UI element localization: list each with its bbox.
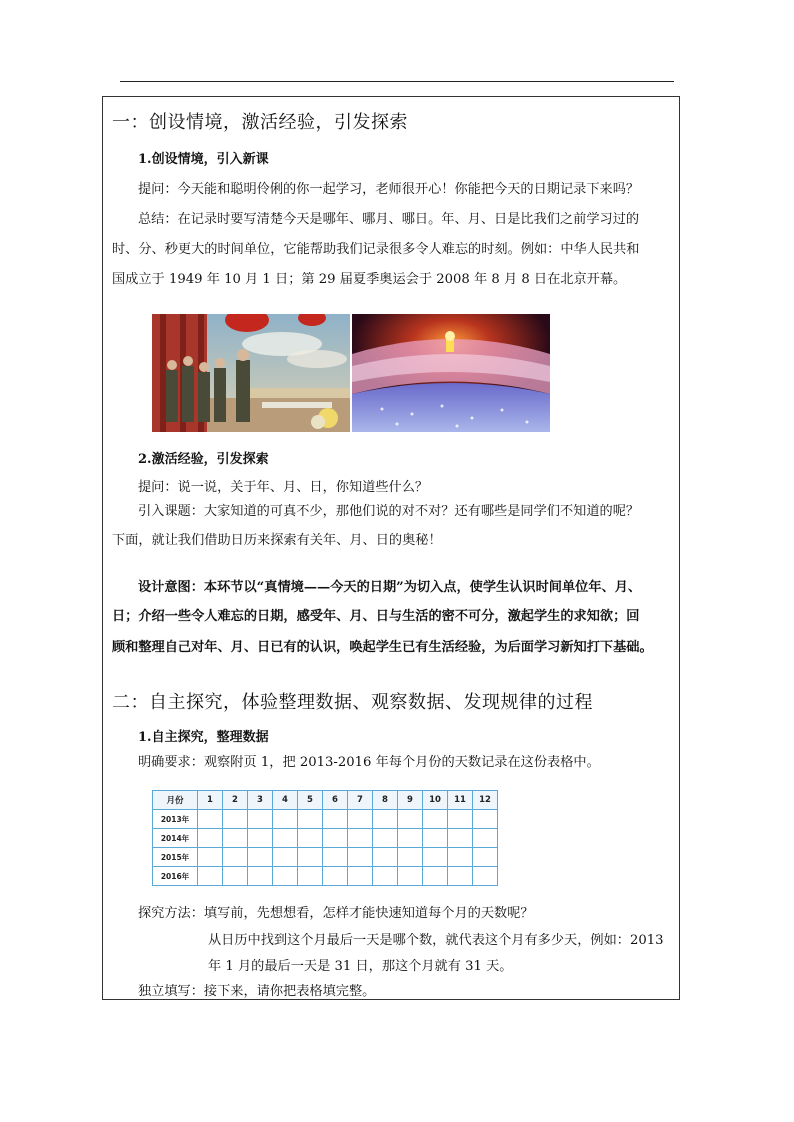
- fill-instruction: 独立填写：接下来，请你把表格填完整。: [138, 984, 376, 999]
- table-row: [153, 829, 498, 848]
- table-cell[interactable]: [348, 848, 373, 867]
- section1-sub2: 2.激活经验，引发探索: [138, 452, 269, 467]
- month-days-table: [152, 790, 498, 886]
- section2-sub1: 1.自主探究，整理数据: [138, 730, 269, 745]
- question-1: 提问：今天能和聪明伶俐的你一起学习，老师很开心！你能把今天的日期记录下来吗？: [138, 182, 640, 197]
- olympic-stadium-photo: [352, 314, 550, 432]
- table-cell[interactable]: [223, 829, 248, 848]
- table-cell[interactable]: [448, 810, 473, 829]
- table-cell[interactable]: [198, 848, 223, 867]
- table-header-cell: 11: [448, 791, 473, 810]
- table-row-year: 2014年: [153, 829, 198, 848]
- table-cell[interactable]: [398, 829, 423, 848]
- table-cell[interactable]: [248, 848, 273, 867]
- table-header-cell: 12: [473, 791, 498, 810]
- table-cell[interactable]: [248, 867, 273, 886]
- summary-line-3: 国成立于 1949 年 10 月 1 日；第 29 届夏季奥运会于 2008 年 8 月 8 日在北京开幕。: [112, 272, 627, 287]
- table-cell[interactable]: [298, 829, 323, 848]
- table-cell[interactable]: [348, 867, 373, 886]
- section2-title: 二：自主探究，体验整理数据、观察数据、发现规律的过程: [112, 692, 593, 713]
- table-cell[interactable]: [423, 810, 448, 829]
- table-cell[interactable]: [323, 867, 348, 886]
- table-header-cell: 6: [323, 791, 348, 810]
- table-cell[interactable]: [248, 829, 273, 848]
- table-cell[interactable]: [273, 829, 298, 848]
- table-cell[interactable]: [473, 867, 498, 886]
- table-cell[interactable]: [223, 848, 248, 867]
- table-row: [153, 810, 498, 829]
- table-cell[interactable]: [473, 810, 498, 829]
- table-cell[interactable]: [373, 867, 398, 886]
- method-line-3: 年 1 月的最后一天是 31 日，那这个月就有 31 天。: [208, 959, 513, 974]
- table-cell[interactable]: [398, 867, 423, 886]
- table-header-cell: 8: [373, 791, 398, 810]
- table-row-year: 2015年: [153, 848, 198, 867]
- table-header-cell: 2: [223, 791, 248, 810]
- table-cell[interactable]: [198, 810, 223, 829]
- intro-line-2: 下面，就让我们借助日历来探索有关年、月、日的奥秘！: [112, 533, 442, 548]
- table-row: [153, 848, 498, 867]
- table-cell[interactable]: [323, 829, 348, 848]
- question-2: 提问：说一说，关于年、月、日，你知道些什么？: [138, 480, 429, 495]
- table-header-cell: 7: [348, 791, 373, 810]
- table-cell[interactable]: [423, 829, 448, 848]
- table-cell[interactable]: [373, 848, 398, 867]
- table-cell[interactable]: [248, 810, 273, 829]
- table-cell[interactable]: [273, 848, 298, 867]
- table-cell[interactable]: [298, 867, 323, 886]
- table-row-year: 2016年: [153, 867, 198, 886]
- table-cell[interactable]: [423, 867, 448, 886]
- table-cell[interactable]: [273, 867, 298, 886]
- table-cell[interactable]: [323, 848, 348, 867]
- table-cell[interactable]: [223, 810, 248, 829]
- table-header-cell: 3: [248, 791, 273, 810]
- table-header-cell: 1: [198, 791, 223, 810]
- table-header-row: [153, 791, 498, 810]
- method-line-2: 从日历中找到这个月最后一天是哪个数，就代表这个月有多少天，例如：2013: [208, 933, 664, 948]
- header-rule: [120, 81, 674, 82]
- summary-line-2: 时、分、秒更大的时间单位，它能帮助我们记录很多令人难忘的时刻。例如：中华人民共和: [112, 242, 640, 257]
- section1-sub1: 1.创设情境，引入新课: [138, 152, 269, 167]
- table-header-cell: 5: [298, 791, 323, 810]
- table-header-cell: 9: [398, 791, 423, 810]
- table-cell[interactable]: [473, 848, 498, 867]
- table-row-year: 2013年: [153, 810, 198, 829]
- table-cell[interactable]: [298, 810, 323, 829]
- table-cell[interactable]: [448, 867, 473, 886]
- method-line-1: 探究方法：填写前，先想想看，怎样才能快速知道每个月的天数呢？: [138, 906, 534, 921]
- table-cell[interactable]: [273, 810, 298, 829]
- table-cell[interactable]: [373, 829, 398, 848]
- intro-line-1: 引入课题：大家知道的可真不少，那他们说的对不对？还有哪些是同学们不知道的呢？: [138, 504, 640, 519]
- table-cell[interactable]: [323, 810, 348, 829]
- table-cell[interactable]: [448, 829, 473, 848]
- design-intent-line-2: 日；介绍一些令人难忘的日期，感受年、月、日与生活的密不可分，激起学生的求知欲；回: [112, 609, 640, 624]
- section1-title: 一：创设情境，激活经验，引发探索: [112, 112, 408, 133]
- summary-line-1: 总结：在记录时要写清楚今天是哪年、哪月、哪日。年、月、日是比我们之前学习过的: [138, 212, 640, 227]
- table-cell[interactable]: [373, 810, 398, 829]
- table-header-month: 月份: [153, 791, 198, 810]
- table-cell[interactable]: [348, 829, 373, 848]
- table-cell[interactable]: [348, 810, 373, 829]
- table-header-cell: 4: [273, 791, 298, 810]
- table-cell[interactable]: [198, 867, 223, 886]
- table-row: [153, 867, 498, 886]
- design-intent-line-3: 顾和整理自己对年、月、日已有的认识，唤起学生已有生活经验，为后面学习新知打下基础。: [112, 640, 653, 655]
- table-cell[interactable]: [223, 867, 248, 886]
- founding-ceremony-photo: [152, 314, 350, 432]
- design-intent-line-1: 设计意图：本环节以“真情境——今天的日期”为切入点，使学生认识时间单位年、月、: [138, 580, 642, 595]
- table-header-cell: 10: [423, 791, 448, 810]
- table-cell[interactable]: [298, 848, 323, 867]
- table-cell[interactable]: [398, 810, 423, 829]
- table-cell[interactable]: [473, 829, 498, 848]
- table-cell[interactable]: [398, 848, 423, 867]
- table-cell[interactable]: [448, 848, 473, 867]
- requirement-line: 明确要求：观察附页 1，把 2013-2016 年每个月份的天数记录在这份表格中。: [138, 755, 600, 770]
- table-cell[interactable]: [423, 848, 448, 867]
- table-cell[interactable]: [198, 829, 223, 848]
